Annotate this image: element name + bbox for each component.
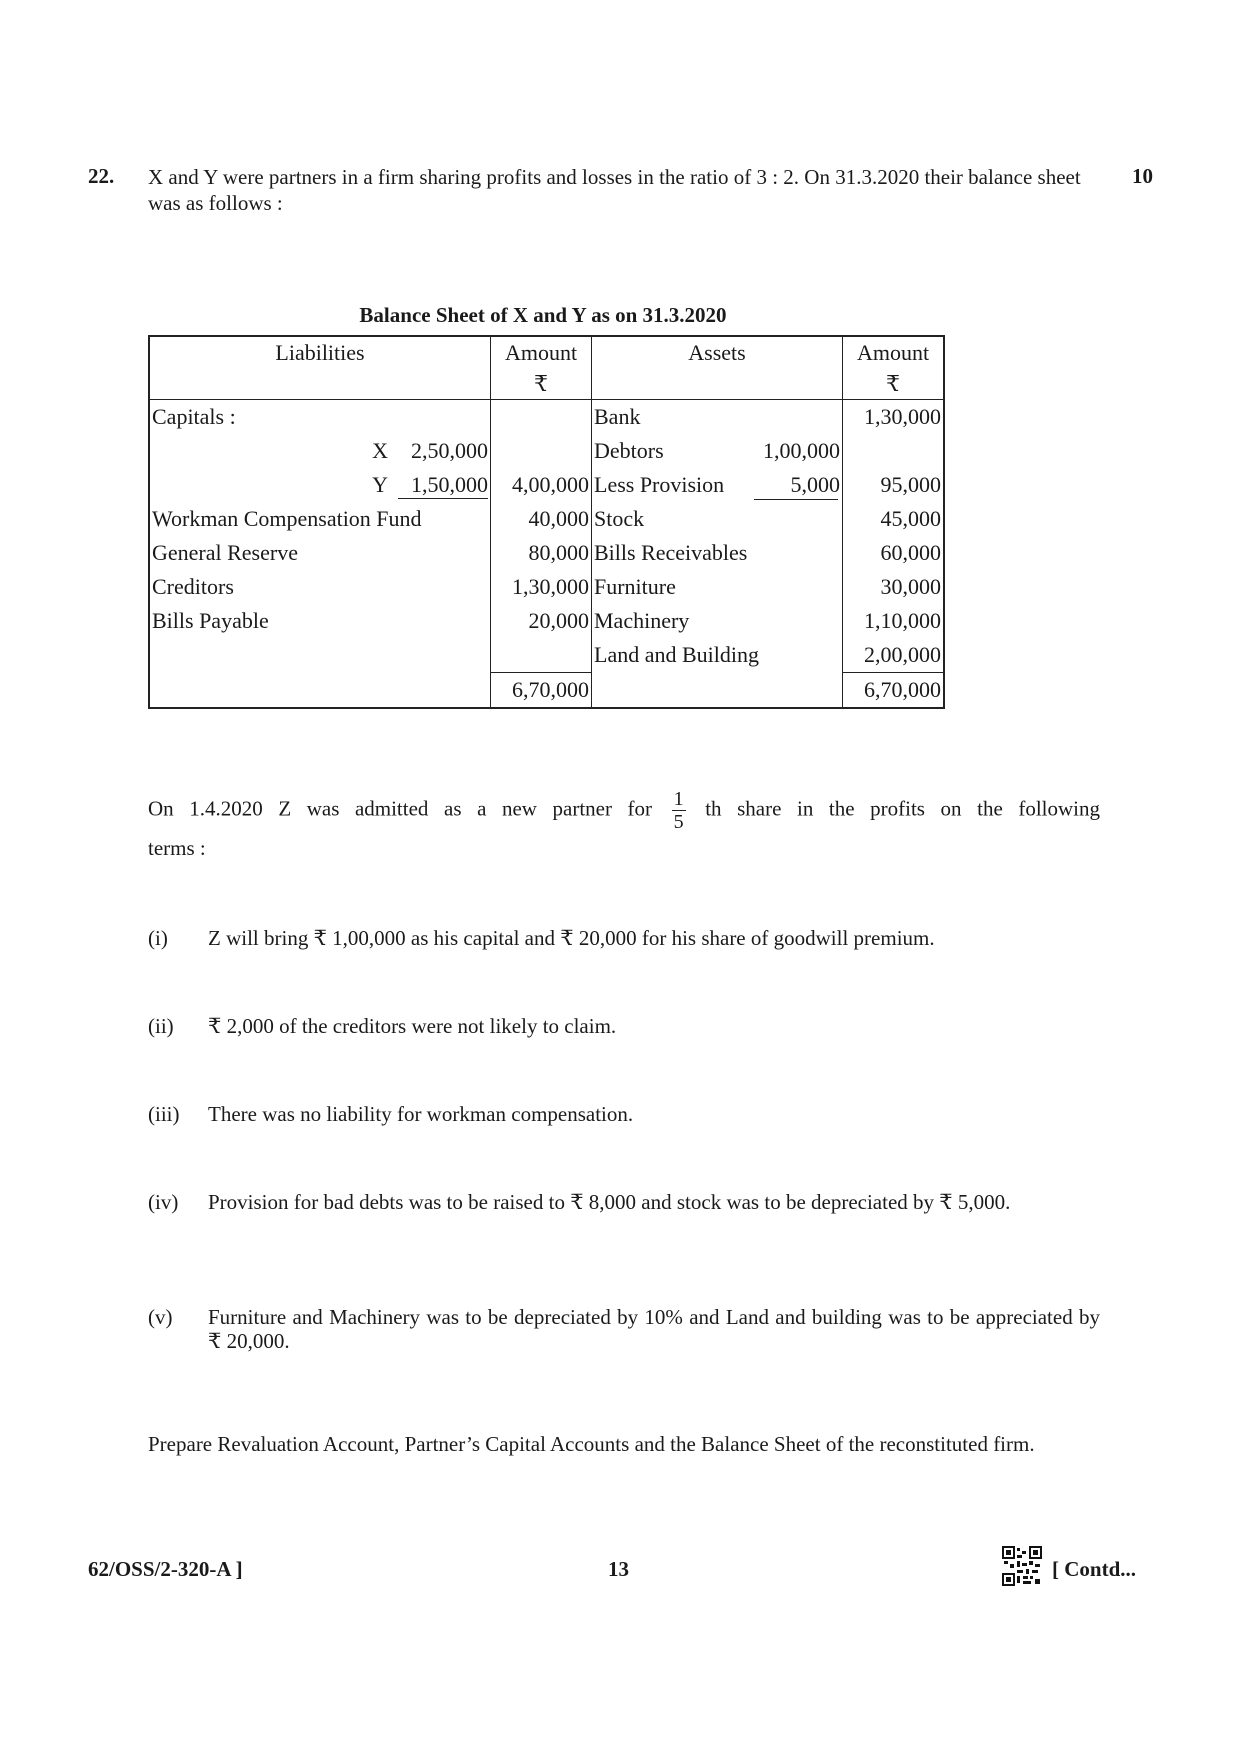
- table-row: [149, 570, 944, 604]
- partner-name: Y: [372, 471, 388, 497]
- capitals-label: Capitals :: [149, 400, 491, 435]
- table-row: [149, 536, 944, 570]
- liability-amount: 1,30,000: [491, 570, 592, 604]
- page-number: 13: [608, 1557, 629, 1581]
- asset-label: Debtors: [594, 438, 664, 463]
- table-row: [149, 468, 944, 502]
- question-text: X and Y were partners in a firm sharing profits and losses in the ratio of 3 : 2. On 31.3.2020 their balance sheet was as follows :: [148, 165, 1081, 215]
- asset-amount: 2,00,000: [864, 642, 941, 667]
- term-item: [148, 1014, 1100, 1038]
- partner-amount: 1,50,000: [398, 472, 488, 499]
- term-text: ₹ 2,000 of the creditors were not likely to claim.: [208, 1014, 617, 1038]
- asset-amount: 1,30,000: [864, 404, 941, 429]
- asset-amount: 30,000: [880, 574, 941, 599]
- asset-label: Less Provision: [594, 472, 725, 497]
- asset-label: Stock: [594, 506, 645, 531]
- table-row: [149, 434, 944, 468]
- table-row: [149, 604, 944, 638]
- admission-text-line2: terms :: [148, 836, 206, 860]
- admission-paragraph: [148, 788, 1100, 863]
- term-item: [148, 1305, 1100, 1353]
- term-item: [148, 1190, 1100, 1214]
- currency-symbol: ₹: [843, 368, 945, 400]
- fraction-numerator: 1: [673, 788, 684, 810]
- asset-label: Machinery: [592, 604, 843, 638]
- admission-text-cont: th share in the profits on the following: [705, 796, 1100, 821]
- partner-amount: 2,50,000: [411, 438, 488, 463]
- debtors-row: [594, 438, 840, 464]
- paper-code: 62/OSS/2-320-A ]: [88, 1557, 243, 1581]
- term-item: [148, 1102, 1100, 1126]
- term-text: Furniture and Machinery was to be depreciated by 10% and Land and building was to be appreciated by ₹ 20,000.: [208, 1305, 1100, 1353]
- table-row: [149, 502, 944, 536]
- amount-header-assets: Amount: [856, 339, 930, 365]
- currency-symbol: ₹: [491, 368, 592, 400]
- asset-amount: 1,10,000: [864, 608, 941, 633]
- term-item: [148, 926, 1100, 950]
- share-fraction: [672, 788, 686, 833]
- subtotal-rule: [754, 499, 838, 500]
- term-number: (v): [148, 1305, 173, 1329]
- continued-label: [ Contd...: [1052, 1557, 1137, 1581]
- balance-sheet-table: [148, 335, 945, 709]
- term-number: (iv): [148, 1190, 179, 1214]
- liability-amount: 40,000: [491, 502, 592, 536]
- term-text: Z will bring ₹ 1,00,000 as his capital and ₹ 20,000 for his share of goodwill premium.: [208, 926, 935, 950]
- term-number: (i): [148, 926, 168, 950]
- closing-instruction: Prepare Revaluation Account, Partner’s Capital Accounts and the Balance Sheet of the reconstituted firm.: [148, 1432, 1035, 1456]
- liability-amount: 20,000: [491, 604, 592, 638]
- table-row: [149, 638, 944, 673]
- asset-amount: 95,000: [880, 472, 941, 497]
- partner-name: X: [372, 438, 388, 463]
- table-total-row: [149, 673, 944, 709]
- total-liabilities: 6,70,000: [491, 673, 592, 709]
- provision-row: [594, 472, 840, 498]
- asset-label: Furniture: [592, 570, 843, 604]
- balance-sheet-title: Balance Sheet of X and Y as on 31.3.2020: [359, 303, 727, 327]
- term-text: There was no liability for workman compensation.: [208, 1102, 634, 1126]
- question-marks: 10: [1132, 164, 1153, 188]
- asset-label: Bank: [592, 400, 843, 435]
- total-assets: 6,70,000: [843, 673, 945, 709]
- liabilities-header: Liabilities: [149, 336, 491, 368]
- partner-x-capital: [152, 438, 488, 464]
- liability-label: Bills Payable: [149, 604, 491, 638]
- asset-sub-amount: 1,00,000: [763, 438, 840, 463]
- assets-header: Assets: [592, 336, 843, 368]
- liability-label: Creditors: [149, 570, 491, 604]
- asset-label: Bills Receivables: [592, 536, 843, 570]
- admission-text: On 1.4.2020 Z was admitted as a new partner for: [148, 796, 653, 821]
- term-number: (iii): [148, 1102, 180, 1126]
- liability-label: Workman Compensation Fund: [149, 502, 491, 536]
- liability-amount: 80,000: [491, 536, 592, 570]
- table-header-row: [149, 336, 944, 368]
- question-number: 22.: [88, 164, 115, 188]
- liability-label: General Reserve: [149, 536, 491, 570]
- asset-sub-amount: 5,000: [790, 472, 840, 497]
- asset-label: Land and Building: [592, 638, 843, 673]
- asset-amount: 60,000: [880, 540, 941, 565]
- table-currency-row: [149, 368, 944, 400]
- partner-y-capital: [152, 472, 488, 499]
- fraction-denominator: 5: [673, 811, 684, 833]
- asset-amount: 45,000: [880, 506, 941, 531]
- qr-code-icon: [1002, 1546, 1042, 1586]
- table-row: [149, 400, 944, 435]
- term-text: Provision for bad debts was to be raised to ₹ 8,000 and stock was to be depreciated by ₹ 5,000.: [208, 1190, 1011, 1214]
- amount-header-liabilities: Amount: [491, 336, 592, 368]
- term-number: (ii): [148, 1014, 174, 1038]
- capitals-total: 4,00,000: [491, 468, 592, 502]
